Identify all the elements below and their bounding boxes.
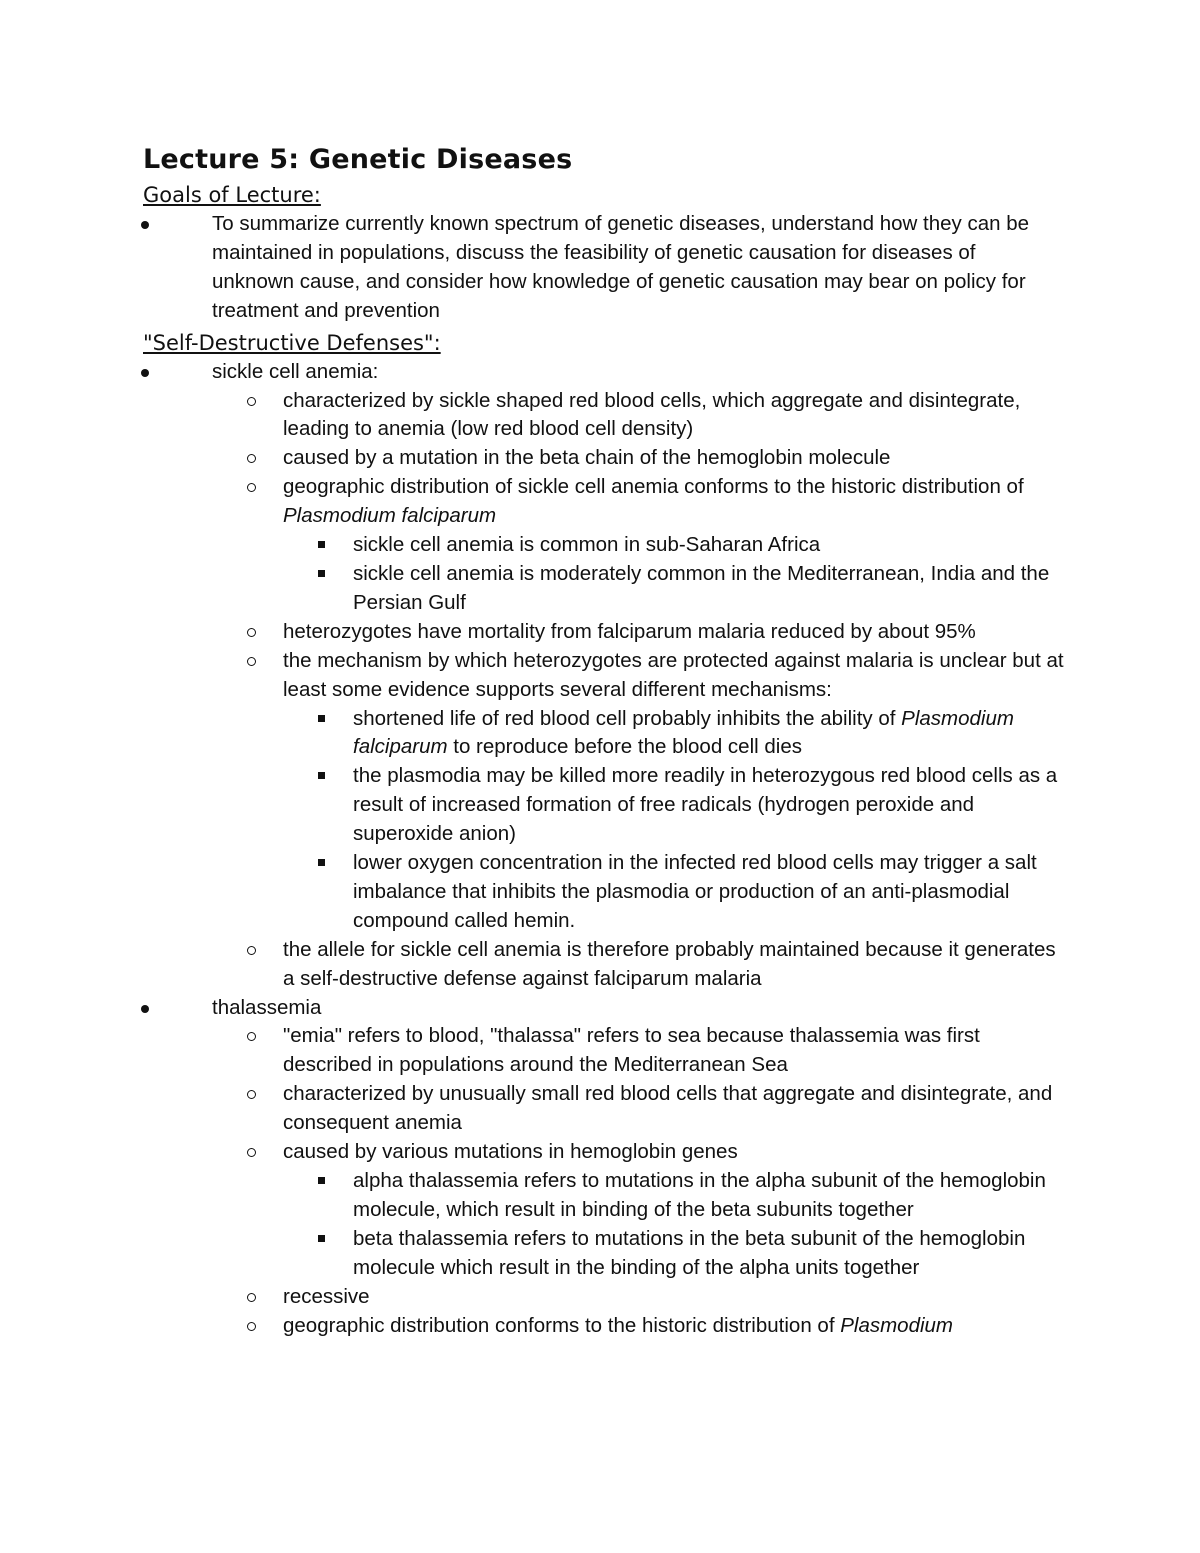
bullet-square-icon: [318, 772, 325, 779]
thalassemia-point-2: characterized by unusually small red blood cells that aggregate and disintegrate, and consequent anemia: [283, 1082, 1053, 1135]
list-item: [143, 560, 1063, 618]
list-item: [143, 849, 1063, 936]
goals-list: [143, 210, 1083, 326]
list-item: [143, 705, 1063, 763]
sickle-point-5: the mechanism by which heterozygotes are protected against malaria is unclear but at least some evidence supports several different mechanisms:: [283, 648, 1064, 701]
list-item: [143, 1283, 1063, 1312]
italic-species: Plasmodium falciparum: [283, 504, 497, 528]
list-item: [143, 994, 1083, 1023]
list-item: [143, 358, 1083, 387]
bullet-square-icon: [318, 570, 325, 577]
bullet-circle-icon: [247, 1090, 256, 1099]
bullet-circle-icon: [247, 483, 256, 492]
defenses-heading: "Self-Destructive Defenses":: [143, 330, 441, 355]
list-item: [143, 647, 1073, 705]
thalassemia-point-3-sub-2: beta thalassemia refers to mutations in the beta subunit of the hemoglobin molecule which result in the binding of the alpha units together: [353, 1226, 1026, 1279]
list-item: [143, 618, 1073, 647]
thalassemia-section: [143, 994, 1083, 1341]
list-item: [143, 1167, 1053, 1225]
document-content: [143, 140, 1083, 1340]
bullet-square-icon: [318, 715, 325, 722]
sickle-point-5-sub-1-end: to reproduce before the blood cell dies: [447, 735, 802, 759]
sickle-point-5-sub-2: the plasmodia may be killed more readily in heterozygous red blood cells as a result of increased formation of free radicals (hydrogen peroxide and superoxide anion): [353, 764, 1058, 846]
italic-species: Plasmodium: [840, 1313, 954, 1337]
bullet-circle-icon: [247, 1148, 256, 1157]
list-item: [143, 1138, 1063, 1167]
bullet-circle-icon: [247, 628, 256, 637]
sickle-point-6: the allele for sickle cell anemia is therefore probably maintained because it generates a self-destructive defense against falciparum malaria: [283, 937, 1056, 990]
list-item: [143, 1080, 1063, 1138]
bullet-circle-icon: [247, 657, 256, 666]
sickle-point-3-sub-2: sickle cell anemia is moderately common in the Mediterranean, India and the Persian Gulf: [353, 561, 1050, 614]
list-item: [143, 210, 1083, 326]
bullet-disc-icon: [141, 1005, 149, 1013]
sickle-point-5-sub-1: shortened life of red blood cell probably inhibits the ability of: [353, 706, 902, 730]
thalassemia-point-4: recessive: [283, 1284, 370, 1308]
bullet-circle-icon: [247, 454, 256, 463]
thalassemia-point-5: geographic distribution conforms to the historic distribution of: [283, 1313, 841, 1337]
goal-text: To summarize currently known spectrum of genetic diseases, understand how they can be maintained in populations, discuss the feasibility of genetic causation for diseases of unknown cause, and consider how knowledge of genetic causation may bear on policy for treatment and prevention: [212, 212, 1029, 322]
thalassemia-point-3-sub-1: alpha thalassemia refers to mutations in the alpha subunit of the hemoglobin molecule, which result in binding of the beta subunits together: [353, 1169, 1046, 1221]
bullet-square-icon: [318, 541, 325, 548]
sickle-label: sickle cell anemia:: [212, 359, 379, 383]
goals-heading: Goals of Lecture:: [143, 183, 321, 207]
list-item: [143, 1312, 1073, 1341]
sickle-point-1: characterized by sickle shaped red blood cells, which aggregate and disintegrate, leading to anemia (low red blood cell density): [283, 388, 1021, 441]
list-item: [143, 762, 1063, 849]
sickle-section: [143, 358, 1083, 994]
list-item: [143, 1022, 1063, 1080]
thalassemia-label: thalassemia: [212, 995, 322, 1019]
list-item: [143, 387, 1063, 445]
list-item: [143, 936, 1063, 994]
list-item: [143, 473, 1063, 531]
bullet-square-icon: [318, 1177, 325, 1184]
bullet-circle-icon: [247, 1293, 256, 1302]
page-title: Lecture 5: Genetic Diseases: [143, 144, 573, 175]
thalassemia-point-3: caused by various mutations in hemoglobin genes: [283, 1140, 738, 1164]
bullet-circle-icon: [247, 1322, 256, 1331]
bullet-disc-icon: [141, 369, 149, 377]
bullet-square-icon: [318, 1235, 325, 1242]
sickle-point-3-sub-1: sickle cell anemia is common in sub-Saharan Africa: [353, 533, 821, 557]
list-item: [143, 444, 1063, 473]
list-item: [143, 531, 1063, 560]
bullet-circle-icon: [247, 397, 256, 406]
bullet-circle-icon: [247, 1032, 256, 1041]
list-item: [143, 1225, 1053, 1283]
sickle-point-4: heterozygotes have mortality from falciparum malaria reduced by about 95%: [283, 619, 976, 643]
sickle-point-5-sub-3: lower oxygen concentration in the infected red blood cells may trigger a salt imbalance that inhibits the plasmodia or production of an anti-plasmodial compound called hemin.: [353, 851, 1037, 932]
sickle-point-3: geographic distribution of sickle cell anemia conforms to the historic distribution of: [283, 475, 1024, 499]
bullet-square-icon: [318, 859, 325, 866]
bullet-disc-icon: [141, 221, 149, 229]
thalassemia-point-1: "emia" refers to blood, "thalassa" refers to sea because thalassemia was first described in populations around the Mediterranean Sea: [283, 1024, 980, 1077]
bullet-circle-icon: [247, 946, 256, 955]
italic-species: Plasmodium falciparum: [353, 706, 1014, 759]
sickle-point-2: caused by a mutation in the beta chain of the hemoglobin molecule: [283, 446, 891, 470]
